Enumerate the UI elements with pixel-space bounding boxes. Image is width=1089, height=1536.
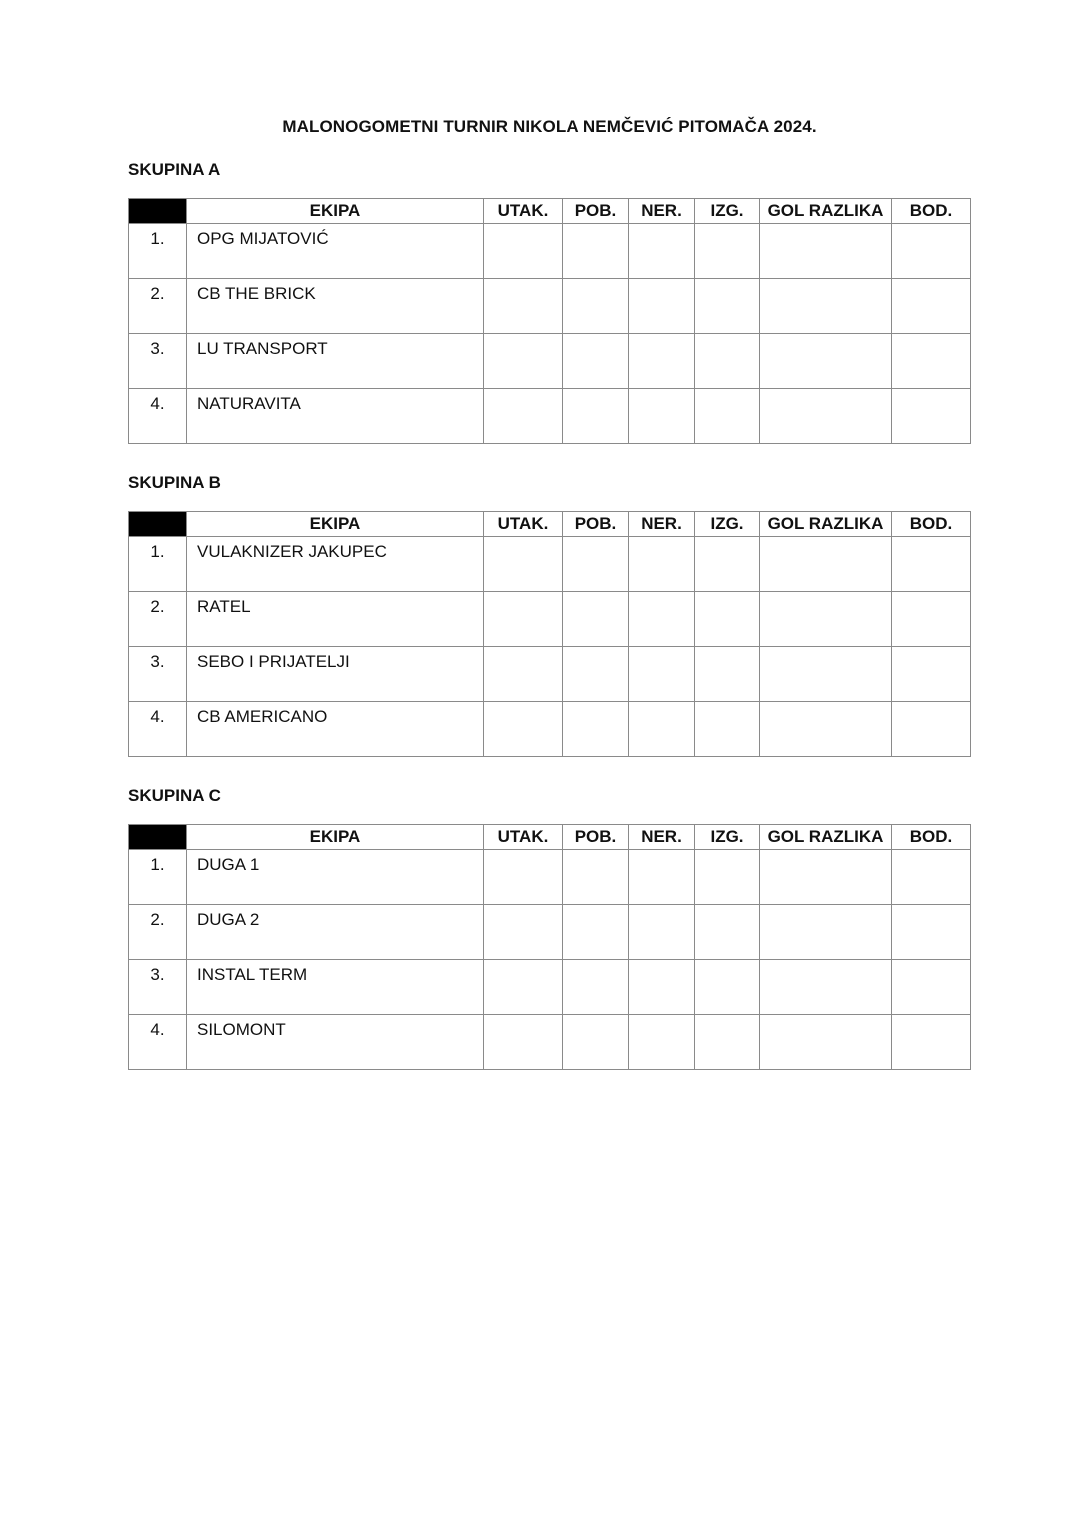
header-goal-diff: GOL RAZLIKA — [760, 825, 892, 850]
lost-cell — [695, 1015, 760, 1070]
rank-cell: 1. — [129, 850, 187, 905]
rank-cell: 4. — [129, 702, 187, 757]
drawn-cell — [629, 905, 695, 960]
team-cell: NATURAVITA — [187, 389, 484, 444]
team-cell: DUGA 1 — [187, 850, 484, 905]
played-cell — [484, 850, 563, 905]
lost-cell — [695, 647, 760, 702]
team-cell: VULAKNIZER JAKUPEC — [187, 537, 484, 592]
lost-cell — [695, 334, 760, 389]
rank-cell: 3. — [129, 960, 187, 1015]
points-cell — [892, 960, 971, 1015]
goal-diff-cell — [760, 647, 892, 702]
lost-cell — [695, 850, 760, 905]
group-label: SKUPINA A — [128, 160, 221, 179]
team-cell: CB THE BRICK — [187, 279, 484, 334]
won-cell — [563, 1015, 629, 1070]
won-cell — [563, 389, 629, 444]
goal-diff-cell — [760, 850, 892, 905]
won-cell — [563, 334, 629, 389]
table-row — [129, 537, 971, 592]
played-cell — [484, 702, 563, 757]
header-played: UTAK. — [484, 512, 563, 537]
standings-table — [128, 511, 971, 757]
header-row — [129, 512, 971, 537]
lost-cell — [695, 224, 760, 279]
goal-diff-cell — [760, 702, 892, 757]
drawn-cell — [629, 1015, 695, 1070]
lost-cell — [695, 702, 760, 757]
won-cell — [563, 537, 629, 592]
points-cell — [892, 592, 971, 647]
won-cell — [563, 279, 629, 334]
won-cell — [563, 905, 629, 960]
played-cell — [484, 1015, 563, 1070]
drawn-cell — [629, 389, 695, 444]
rank-cell: 3. — [129, 647, 187, 702]
played-cell — [484, 647, 563, 702]
header-row — [129, 825, 971, 850]
table-row — [129, 279, 971, 334]
played-cell — [484, 960, 563, 1015]
team-cell: CB AMERICANO — [187, 702, 484, 757]
goal-diff-cell — [760, 334, 892, 389]
rank-cell: 2. — [129, 592, 187, 647]
played-cell — [484, 279, 563, 334]
header-points: BOD. — [892, 825, 971, 850]
points-cell — [892, 389, 971, 444]
header-points: BOD. — [892, 512, 971, 537]
points-cell — [892, 224, 971, 279]
points-cell — [892, 334, 971, 389]
played-cell — [484, 905, 563, 960]
team-cell: RATEL — [187, 592, 484, 647]
group-c — [128, 786, 953, 1039]
header-played: UTAK. — [484, 199, 563, 224]
drawn-cell — [629, 702, 695, 757]
points-cell — [892, 850, 971, 905]
goal-diff-cell — [760, 905, 892, 960]
table-row — [129, 1015, 971, 1070]
played-cell — [484, 389, 563, 444]
header-played: UTAK. — [484, 825, 563, 850]
won-cell — [563, 850, 629, 905]
table-row — [129, 389, 971, 444]
group-b — [128, 473, 953, 726]
document-title: MALONOGOMETNI TURNIR NIKOLA NEMČEVIĆ PITOMAČA 2024. — [282, 117, 817, 136]
drawn-cell — [629, 537, 695, 592]
played-cell — [484, 537, 563, 592]
points-cell — [892, 702, 971, 757]
table-row — [129, 702, 971, 757]
lost-cell — [695, 537, 760, 592]
goal-diff-cell — [760, 1015, 892, 1070]
lost-cell — [695, 279, 760, 334]
team-cell: DUGA 2 — [187, 905, 484, 960]
header-black-cell — [129, 512, 187, 537]
header-lost: IZG. — [695, 825, 760, 850]
team-cell: LU TRANSPORT — [187, 334, 484, 389]
header-points: BOD. — [892, 199, 971, 224]
goal-diff-cell — [760, 224, 892, 279]
rank-cell: 2. — [129, 279, 187, 334]
goal-diff-cell — [760, 537, 892, 592]
drawn-cell — [629, 592, 695, 647]
goal-diff-cell — [760, 389, 892, 444]
team-cell: SEBO I PRIJATELJI — [187, 647, 484, 702]
won-cell — [563, 592, 629, 647]
header-team: EKIPA — [187, 512, 484, 537]
won-cell — [563, 647, 629, 702]
group-label: SKUPINA C — [128, 786, 221, 805]
drawn-cell — [629, 279, 695, 334]
points-cell — [892, 905, 971, 960]
standings-table — [128, 198, 971, 444]
header-won: POB. — [563, 512, 629, 537]
lost-cell — [695, 960, 760, 1015]
team-cell: INSTAL TERM — [187, 960, 484, 1015]
header-won: POB. — [563, 825, 629, 850]
group-label: SKUPINA B — [128, 473, 221, 492]
rank-cell: 1. — [129, 224, 187, 279]
won-cell — [563, 960, 629, 1015]
lost-cell — [695, 389, 760, 444]
header-won: POB. — [563, 199, 629, 224]
team-cell: OPG MIJATOVIĆ — [187, 224, 484, 279]
points-cell — [892, 1015, 971, 1070]
goal-diff-cell — [760, 279, 892, 334]
header-row — [129, 199, 971, 224]
table-row — [129, 850, 971, 905]
header-black-cell — [129, 825, 187, 850]
table-row — [129, 960, 971, 1015]
table-row — [129, 592, 971, 647]
header-black-cell — [129, 199, 187, 224]
drawn-cell — [629, 960, 695, 1015]
table-row — [129, 647, 971, 702]
header-drawn: NER. — [629, 199, 695, 224]
drawn-cell — [629, 224, 695, 279]
drawn-cell — [629, 850, 695, 905]
header-lost: IZG. — [695, 512, 760, 537]
team-cell: SILOMONT — [187, 1015, 484, 1070]
goal-diff-cell — [760, 960, 892, 1015]
lost-cell — [695, 592, 760, 647]
standings-table — [128, 824, 971, 1070]
header-drawn: NER. — [629, 512, 695, 537]
header-goal-diff: GOL RAZLIKA — [760, 199, 892, 224]
table-row — [129, 905, 971, 960]
played-cell — [484, 224, 563, 279]
rank-cell: 2. — [129, 905, 187, 960]
table-row — [129, 334, 971, 389]
header-drawn: NER. — [629, 825, 695, 850]
header-team: EKIPA — [187, 199, 484, 224]
group-a — [128, 160, 953, 413]
rank-cell: 4. — [129, 389, 187, 444]
played-cell — [484, 592, 563, 647]
header-lost: IZG. — [695, 199, 760, 224]
goal-diff-cell — [760, 592, 892, 647]
points-cell — [892, 647, 971, 702]
won-cell — [563, 224, 629, 279]
header-team: EKIPA — [187, 825, 484, 850]
points-cell — [892, 279, 971, 334]
rank-cell: 4. — [129, 1015, 187, 1070]
won-cell — [563, 702, 629, 757]
header-goal-diff: GOL RAZLIKA — [760, 512, 892, 537]
points-cell — [892, 537, 971, 592]
played-cell — [484, 334, 563, 389]
rank-cell: 1. — [129, 537, 187, 592]
drawn-cell — [629, 334, 695, 389]
table-row — [129, 224, 971, 279]
drawn-cell — [629, 647, 695, 702]
rank-cell: 3. — [129, 334, 187, 389]
lost-cell — [695, 905, 760, 960]
